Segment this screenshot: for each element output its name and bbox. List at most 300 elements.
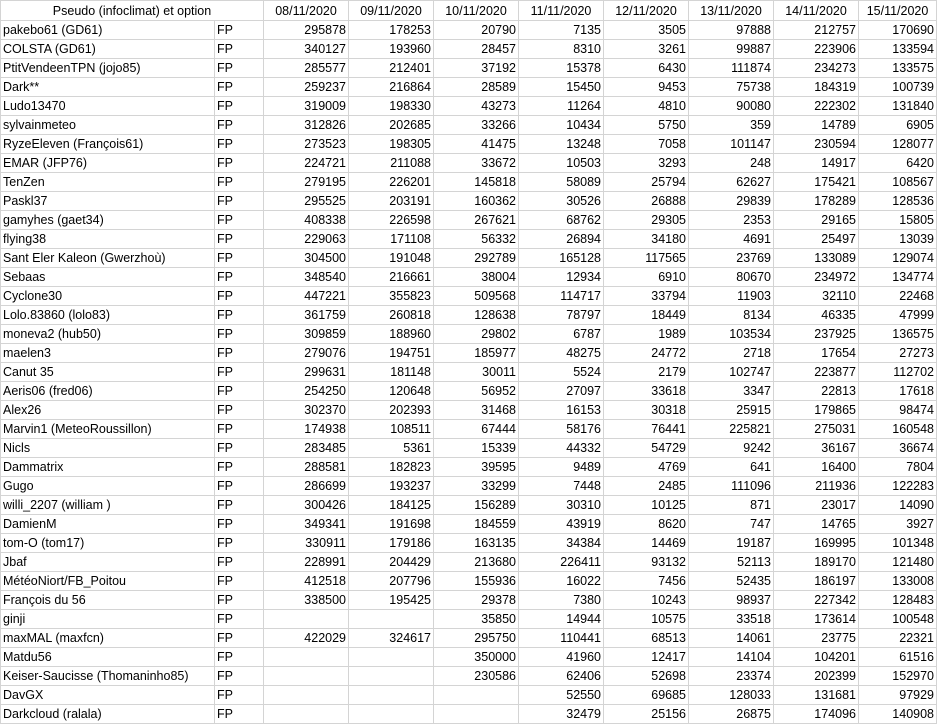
value-cell[interactable]: 136575 (859, 325, 937, 344)
value-cell[interactable]: 7804 (859, 458, 937, 477)
value-cell[interactable]: 108567 (859, 173, 937, 192)
value-cell[interactable]: 48275 (519, 344, 604, 363)
value-cell[interactable]: 178289 (774, 192, 859, 211)
value-cell[interactable]: 6430 (604, 59, 689, 78)
value-cell[interactable]: 248 (689, 154, 774, 173)
value-cell[interactable]: 112702 (859, 363, 937, 382)
value-cell[interactable]: 33794 (604, 287, 689, 306)
value-cell[interactable]: 170690 (859, 21, 937, 40)
value-cell[interactable]: 237925 (774, 325, 859, 344)
value-cell[interactable]: 295525 (264, 192, 349, 211)
option-cell[interactable]: FP (215, 192, 264, 211)
option-cell[interactable]: FP (215, 420, 264, 439)
value-cell[interactable]: 211088 (349, 154, 434, 173)
value-cell[interactable]: 309859 (264, 325, 349, 344)
value-cell[interactable]: 22321 (859, 629, 937, 648)
value-cell[interactable]: 6905 (859, 116, 937, 135)
pseudo-cell[interactable]: François du 56 (1, 591, 215, 610)
option-cell[interactable]: FP (215, 21, 264, 40)
value-cell[interactable]: 447221 (264, 287, 349, 306)
value-cell[interactable]: 8134 (689, 306, 774, 325)
option-cell[interactable]: FP (215, 572, 264, 591)
value-cell[interactable]: 80670 (689, 268, 774, 287)
value-cell[interactable]: 111096 (689, 477, 774, 496)
value-cell[interactable]: 184319 (774, 78, 859, 97)
value-cell[interactable]: 182823 (349, 458, 434, 477)
value-cell[interactable]: 10125 (604, 496, 689, 515)
value-cell[interactable]: 6420 (859, 154, 937, 173)
date-column-header[interactable]: 12/11/2020 (604, 1, 689, 21)
pseudo-cell[interactable]: COLSTA (GD61) (1, 40, 215, 59)
value-cell[interactable]: 186197 (774, 572, 859, 591)
value-cell[interactable]: 191698 (349, 515, 434, 534)
value-cell[interactable]: 9489 (519, 458, 604, 477)
value-cell[interactable]: 152970 (859, 667, 937, 686)
value-cell[interactable]: 52698 (604, 667, 689, 686)
value-cell[interactable]: 324617 (349, 629, 434, 648)
value-cell[interactable]: 6910 (604, 268, 689, 287)
value-cell[interactable]: 171108 (349, 230, 434, 249)
value-cell[interactable]: 68513 (604, 629, 689, 648)
value-cell[interactable]: 285577 (264, 59, 349, 78)
value-cell[interactable]: 24772 (604, 344, 689, 363)
value-cell[interactable]: 103534 (689, 325, 774, 344)
value-cell[interactable]: 100548 (859, 610, 937, 629)
value-cell[interactable]: 216661 (349, 268, 434, 287)
value-cell[interactable]: 160362 (434, 192, 519, 211)
option-cell[interactable]: FP (215, 515, 264, 534)
value-cell[interactable]: 58176 (519, 420, 604, 439)
value-cell[interactable]: 4769 (604, 458, 689, 477)
value-cell[interactable]: 17618 (859, 382, 937, 401)
value-cell[interactable]: 203191 (349, 192, 434, 211)
value-cell[interactable]: 212757 (774, 21, 859, 40)
pseudo-cell[interactable]: TenZen (1, 173, 215, 192)
option-cell[interactable]: FP (215, 591, 264, 610)
pseudo-cell[interactable]: DamienM (1, 515, 215, 534)
value-cell[interactable]: 3927 (859, 515, 937, 534)
pseudo-cell[interactable]: Dark** (1, 78, 215, 97)
value-cell[interactable]: 165128 (519, 249, 604, 268)
value-cell[interactable]: 230586 (434, 667, 519, 686)
value-cell[interactable]: 9453 (604, 78, 689, 97)
value-cell[interactable]: 16400 (774, 458, 859, 477)
value-cell[interactable]: 15450 (519, 78, 604, 97)
value-cell[interactable] (349, 705, 434, 724)
value-cell[interactable]: 5361 (349, 439, 434, 458)
value-cell[interactable]: 35850 (434, 610, 519, 629)
value-cell[interactable]: 76441 (604, 420, 689, 439)
value-cell[interactable]: 229063 (264, 230, 349, 249)
pseudo-cell[interactable]: Keiser-Saucisse (Thomaninho85) (1, 667, 215, 686)
value-cell[interactable]: 20790 (434, 21, 519, 40)
value-cell[interactable]: 7058 (604, 135, 689, 154)
value-cell[interactable]: 6787 (519, 325, 604, 344)
value-cell[interactable]: 97888 (689, 21, 774, 40)
value-cell[interactable]: 8310 (519, 40, 604, 59)
value-cell[interactable]: 15339 (434, 439, 519, 458)
value-cell[interactable]: 288581 (264, 458, 349, 477)
pseudo-cell[interactable]: Aeris06 (fred06) (1, 382, 215, 401)
pseudo-cell[interactable]: Ludo13470 (1, 97, 215, 116)
value-cell[interactable]: 145818 (434, 173, 519, 192)
value-cell[interactable]: 30310 (519, 496, 604, 515)
value-cell[interactable]: 330911 (264, 534, 349, 553)
value-cell[interactable]: 184559 (434, 515, 519, 534)
value-cell[interactable]: 67444 (434, 420, 519, 439)
pseudo-cell[interactable]: DavGX (1, 686, 215, 705)
date-column-header[interactable]: 09/11/2020 (349, 1, 434, 21)
value-cell[interactable]: 2485 (604, 477, 689, 496)
value-cell[interactable]: 129074 (859, 249, 937, 268)
value-cell[interactable]: 27097 (519, 382, 604, 401)
value-cell[interactable]: 108511 (349, 420, 434, 439)
value-cell[interactable]: 216864 (349, 78, 434, 97)
value-cell[interactable]: 69685 (604, 686, 689, 705)
pseudo-cell[interactable]: ginji (1, 610, 215, 629)
value-cell[interactable] (264, 705, 349, 724)
value-cell[interactable]: 223877 (774, 363, 859, 382)
value-cell[interactable]: 61516 (859, 648, 937, 667)
value-cell[interactable]: 75738 (689, 78, 774, 97)
value-cell[interactable]: 78797 (519, 306, 604, 325)
value-cell[interactable]: 422029 (264, 629, 349, 648)
value-cell[interactable]: 101348 (859, 534, 937, 553)
value-cell[interactable]: 13248 (519, 135, 604, 154)
value-cell[interactable]: 193237 (349, 477, 434, 496)
value-cell[interactable]: 101147 (689, 135, 774, 154)
value-cell[interactable] (349, 610, 434, 629)
value-cell[interactable]: 230594 (774, 135, 859, 154)
value-cell[interactable]: 295878 (264, 21, 349, 40)
value-cell[interactable]: 10503 (519, 154, 604, 173)
pseudo-cell[interactable]: Darkcloud (ralala) (1, 705, 215, 724)
value-cell[interactable]: 10243 (604, 591, 689, 610)
value-cell[interactable]: 286699 (264, 477, 349, 496)
value-cell[interactable]: 33266 (434, 116, 519, 135)
option-cell[interactable]: FP (215, 363, 264, 382)
value-cell[interactable]: 225821 (689, 420, 774, 439)
value-cell[interactable]: 275031 (774, 420, 859, 439)
value-cell[interactable]: 304500 (264, 249, 349, 268)
option-cell[interactable]: FP (215, 249, 264, 268)
value-cell[interactable]: 283485 (264, 439, 349, 458)
value-cell[interactable] (349, 686, 434, 705)
pseudo-cell[interactable]: PtitVendeenTPN (jojo85) (1, 59, 215, 78)
value-cell[interactable]: 58089 (519, 173, 604, 192)
value-cell[interactable]: 14061 (689, 629, 774, 648)
value-cell[interactable]: 641 (689, 458, 774, 477)
value-cell[interactable]: 198305 (349, 135, 434, 154)
pseudo-cell[interactable]: MétéoNiort/FB_Poitou (1, 572, 215, 591)
value-cell[interactable]: 175421 (774, 173, 859, 192)
pseudo-cell[interactable]: moneva2 (hub50) (1, 325, 215, 344)
value-cell[interactable]: 234972 (774, 268, 859, 287)
pseudo-cell[interactable]: Jbaf (1, 553, 215, 572)
value-cell[interactable]: 22813 (774, 382, 859, 401)
value-cell[interactable]: 128033 (689, 686, 774, 705)
value-cell[interactable]: 191048 (349, 249, 434, 268)
option-cell[interactable]: FP (215, 306, 264, 325)
value-cell[interactable]: 25156 (604, 705, 689, 724)
value-cell[interactable]: 173614 (774, 610, 859, 629)
value-cell[interactable]: 10575 (604, 610, 689, 629)
value-cell[interactable]: 110441 (519, 629, 604, 648)
value-cell[interactable]: 259237 (264, 78, 349, 97)
value-cell[interactable]: 273523 (264, 135, 349, 154)
value-cell[interactable]: 9242 (689, 439, 774, 458)
value-cell[interactable]: 7456 (604, 572, 689, 591)
value-cell[interactable]: 2353 (689, 211, 774, 230)
value-cell[interactable]: 747 (689, 515, 774, 534)
date-column-header[interactable]: 14/11/2020 (774, 1, 859, 21)
value-cell[interactable]: 359 (689, 116, 774, 135)
value-cell[interactable]: 29165 (774, 211, 859, 230)
value-cell[interactable]: 181148 (349, 363, 434, 382)
value-cell[interactable]: 224721 (264, 154, 349, 173)
value-cell[interactable]: 25794 (604, 173, 689, 192)
value-cell[interactable]: 509568 (434, 287, 519, 306)
option-cell[interactable]: FP (215, 40, 264, 59)
value-cell[interactable]: 32479 (519, 705, 604, 724)
value-cell[interactable]: 2179 (604, 363, 689, 382)
value-cell[interactable]: 25497 (774, 230, 859, 249)
value-cell[interactable]: 43919 (519, 515, 604, 534)
value-cell[interactable]: 23017 (774, 496, 859, 515)
value-cell[interactable]: 121480 (859, 553, 937, 572)
value-cell[interactable]: 22468 (859, 287, 937, 306)
value-cell[interactable]: 14789 (774, 116, 859, 135)
pseudo-cell[interactable]: Gugo (1, 477, 215, 496)
value-cell[interactable]: 3261 (604, 40, 689, 59)
value-cell[interactable]: 2718 (689, 344, 774, 363)
value-cell[interactable]: 12417 (604, 648, 689, 667)
pseudo-cell[interactable]: gamyhes (gaet34) (1, 211, 215, 230)
value-cell[interactable]: 178253 (349, 21, 434, 40)
value-cell[interactable]: 4691 (689, 230, 774, 249)
value-cell[interactable]: 312826 (264, 116, 349, 135)
value-cell[interactable]: 93132 (604, 553, 689, 572)
option-cell[interactable]: FP (215, 230, 264, 249)
pseudo-cell[interactable]: Sant Eler Kaleon (Gwerzhoù) (1, 249, 215, 268)
value-cell[interactable]: 47999 (859, 306, 937, 325)
value-cell[interactable]: 27273 (859, 344, 937, 363)
option-cell[interactable]: FP (215, 705, 264, 724)
option-cell[interactable]: FP (215, 154, 264, 173)
option-cell[interactable]: FP (215, 344, 264, 363)
value-cell[interactable]: 128483 (859, 591, 937, 610)
value-cell[interactable]: 15378 (519, 59, 604, 78)
value-cell[interactable]: 98937 (689, 591, 774, 610)
value-cell[interactable]: 8620 (604, 515, 689, 534)
value-cell[interactable]: 5524 (519, 363, 604, 382)
value-cell[interactable]: 100739 (859, 78, 937, 97)
value-cell[interactable]: 29305 (604, 211, 689, 230)
value-cell[interactable]: 128638 (434, 306, 519, 325)
value-cell[interactable]: 184125 (349, 496, 434, 515)
option-cell[interactable]: FP (215, 534, 264, 553)
value-cell[interactable]: 33518 (689, 610, 774, 629)
value-cell[interactable]: 133594 (859, 40, 937, 59)
value-cell[interactable]: 23775 (774, 629, 859, 648)
value-cell[interactable]: 28589 (434, 78, 519, 97)
value-cell[interactable]: 188960 (349, 325, 434, 344)
value-cell[interactable]: 179865 (774, 401, 859, 420)
pseudo-cell[interactable]: Matdu56 (1, 648, 215, 667)
option-cell[interactable]: FP (215, 629, 264, 648)
value-cell[interactable]: 5750 (604, 116, 689, 135)
value-cell[interactable] (264, 610, 349, 629)
value-cell[interactable]: 36167 (774, 439, 859, 458)
value-cell[interactable]: 16022 (519, 572, 604, 591)
value-cell[interactable]: 17654 (774, 344, 859, 363)
value-cell[interactable]: 156289 (434, 496, 519, 515)
option-cell[interactable]: FP (215, 211, 264, 230)
value-cell[interactable]: 174096 (774, 705, 859, 724)
value-cell[interactable]: 117565 (604, 249, 689, 268)
option-cell[interactable]: FP (215, 496, 264, 515)
value-cell[interactable]: 207796 (349, 572, 434, 591)
pseudo-cell[interactable]: Nicls (1, 439, 215, 458)
value-cell[interactable]: 140908 (859, 705, 937, 724)
value-cell[interactable] (264, 648, 349, 667)
date-column-header[interactable]: 10/11/2020 (434, 1, 519, 21)
pseudo-cell[interactable]: flying38 (1, 230, 215, 249)
value-cell[interactable]: 56332 (434, 230, 519, 249)
value-cell[interactable]: 52435 (689, 572, 774, 591)
value-cell[interactable]: 14944 (519, 610, 604, 629)
value-cell[interactable]: 30318 (604, 401, 689, 420)
value-cell[interactable]: 33672 (434, 154, 519, 173)
pseudo-cell[interactable]: RyzeEleven (François61) (1, 135, 215, 154)
value-cell[interactable]: 174938 (264, 420, 349, 439)
value-cell[interactable]: 267621 (434, 211, 519, 230)
value-cell[interactable]: 14765 (774, 515, 859, 534)
option-cell[interactable]: FP (215, 553, 264, 572)
value-cell[interactable]: 319009 (264, 97, 349, 116)
option-cell[interactable]: FP (215, 439, 264, 458)
value-cell[interactable]: 97929 (859, 686, 937, 705)
value-cell[interactable]: 222302 (774, 97, 859, 116)
value-cell[interactable] (264, 667, 349, 686)
value-cell[interactable]: 26875 (689, 705, 774, 724)
option-cell[interactable]: FP (215, 667, 264, 686)
option-cell[interactable]: FP (215, 610, 264, 629)
value-cell[interactable]: 39595 (434, 458, 519, 477)
date-column-header[interactable]: 15/11/2020 (859, 1, 937, 21)
value-cell[interactable]: 99887 (689, 40, 774, 59)
pseudo-cell[interactable]: tom-O (tom17) (1, 534, 215, 553)
value-cell[interactable]: 226411 (519, 553, 604, 572)
value-cell[interactable]: 211936 (774, 477, 859, 496)
option-cell[interactable]: FP (215, 477, 264, 496)
value-cell[interactable]: 98474 (859, 401, 937, 420)
value-cell[interactable]: 29802 (434, 325, 519, 344)
value-cell[interactable]: 25915 (689, 401, 774, 420)
value-cell[interactable]: 412518 (264, 572, 349, 591)
option-cell[interactable]: FP (215, 648, 264, 667)
option-cell[interactable]: FP (215, 325, 264, 344)
value-cell[interactable]: 133575 (859, 59, 937, 78)
value-cell[interactable]: 871 (689, 496, 774, 515)
value-cell[interactable] (349, 648, 434, 667)
value-cell[interactable]: 279076 (264, 344, 349, 363)
value-cell[interactable]: 3505 (604, 21, 689, 40)
option-cell[interactable]: FP (215, 97, 264, 116)
value-cell[interactable]: 19187 (689, 534, 774, 553)
pseudo-cell[interactable]: Cyclone30 (1, 287, 215, 306)
value-cell[interactable]: 134774 (859, 268, 937, 287)
value-cell[interactable]: 355823 (349, 287, 434, 306)
value-cell[interactable]: 62627 (689, 173, 774, 192)
value-cell[interactable]: 361759 (264, 306, 349, 325)
value-cell[interactable]: 260818 (349, 306, 434, 325)
pseudo-cell[interactable]: Dammatrix (1, 458, 215, 477)
value-cell[interactable]: 14090 (859, 496, 937, 515)
option-cell[interactable]: FP (215, 382, 264, 401)
value-cell[interactable]: 227342 (774, 591, 859, 610)
value-cell[interactable]: 54729 (604, 439, 689, 458)
value-cell[interactable]: 189170 (774, 553, 859, 572)
value-cell[interactable]: 3347 (689, 382, 774, 401)
value-cell[interactable]: 29378 (434, 591, 519, 610)
value-cell[interactable]: 300426 (264, 496, 349, 515)
value-cell[interactable]: 202399 (774, 667, 859, 686)
option-cell[interactable]: FP (215, 116, 264, 135)
value-cell[interactable]: 7448 (519, 477, 604, 496)
value-cell[interactable]: 29839 (689, 192, 774, 211)
option-cell[interactable]: FP (215, 78, 264, 97)
value-cell[interactable]: 169995 (774, 534, 859, 553)
value-cell[interactable]: 11903 (689, 287, 774, 306)
value-cell[interactable]: 133008 (859, 572, 937, 591)
value-cell[interactable]: 155936 (434, 572, 519, 591)
value-cell[interactable]: 3293 (604, 154, 689, 173)
value-cell[interactable]: 4810 (604, 97, 689, 116)
value-cell[interactable]: 179186 (349, 534, 434, 553)
pseudo-cell[interactable]: willi_2207 (william ) (1, 496, 215, 515)
value-cell[interactable]: 114717 (519, 287, 604, 306)
value-cell[interactable]: 56952 (434, 382, 519, 401)
value-cell[interactable]: 14917 (774, 154, 859, 173)
value-cell[interactable]: 32110 (774, 287, 859, 306)
value-cell[interactable]: 41960 (519, 648, 604, 667)
value-cell[interactable]: 226598 (349, 211, 434, 230)
value-cell[interactable]: 234273 (774, 59, 859, 78)
value-cell[interactable] (434, 705, 519, 724)
value-cell[interactable]: 226201 (349, 173, 434, 192)
value-cell[interactable]: 131681 (774, 686, 859, 705)
value-cell[interactable]: 160548 (859, 420, 937, 439)
value-cell[interactable]: 104201 (774, 648, 859, 667)
value-cell[interactable] (349, 667, 434, 686)
value-cell[interactable]: 52113 (689, 553, 774, 572)
value-cell[interactable]: 338500 (264, 591, 349, 610)
option-cell[interactable]: FP (215, 458, 264, 477)
date-column-header[interactable]: 13/11/2020 (689, 1, 774, 21)
pseudo-cell[interactable]: EMAR (JFP76) (1, 154, 215, 173)
value-cell[interactable]: 23374 (689, 667, 774, 686)
option-cell[interactable]: FP (215, 401, 264, 420)
value-cell[interactable]: 212401 (349, 59, 434, 78)
value-cell[interactable]: 349341 (264, 515, 349, 534)
value-cell[interactable]: 292789 (434, 249, 519, 268)
value-cell[interactable]: 348540 (264, 268, 349, 287)
option-cell[interactable]: FP (215, 173, 264, 192)
value-cell[interactable]: 28457 (434, 40, 519, 59)
value-cell[interactable]: 15805 (859, 211, 937, 230)
option-cell[interactable]: FP (215, 59, 264, 78)
